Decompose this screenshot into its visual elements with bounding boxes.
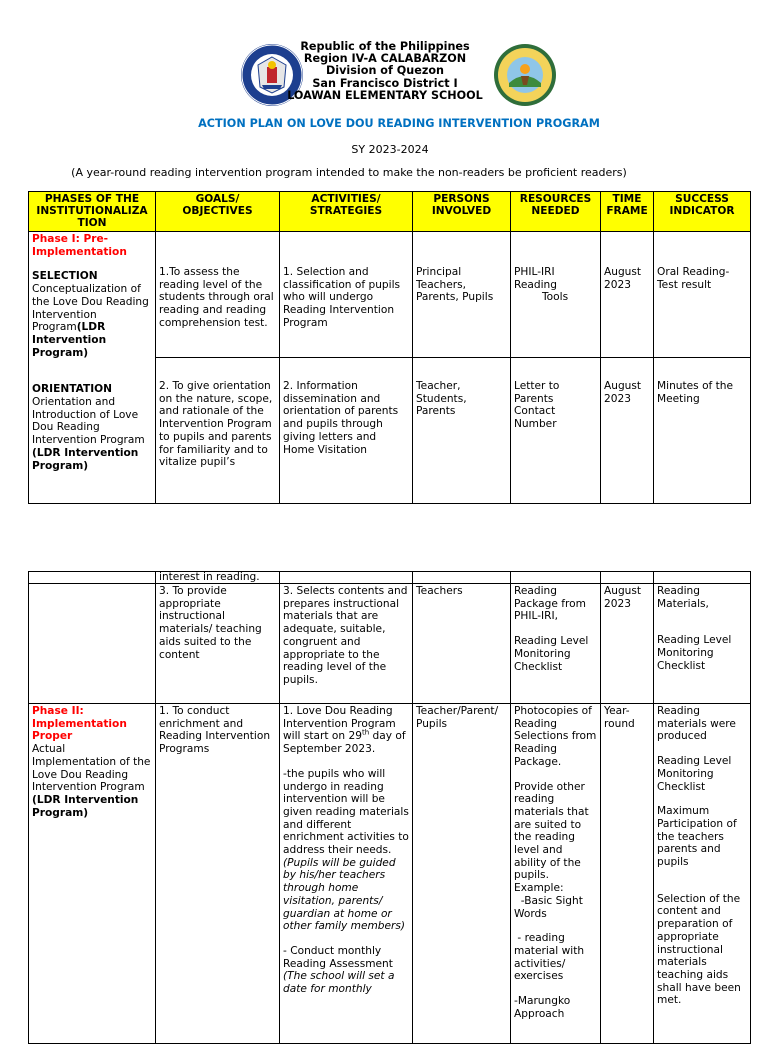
persons-cell: Teachers (413, 584, 511, 704)
phase-cell (29, 572, 156, 584)
success-cell: Oral Reading- Test result (654, 232, 751, 358)
success-text: Reading Level Monitoring Checklist (657, 755, 732, 793)
resources-text: Photocopies of Reading Selections from Reading Package. (514, 705, 597, 768)
activity-cell: 1. Selection and classification of pupils who will undergo Reading Intervention Program (280, 232, 413, 358)
orientation-text: Orientation and Introduction of Love Dou Reading Intervention Program (32, 396, 145, 447)
success-text: Reading materials were produced (657, 705, 736, 743)
letterhead-line: LOAWAN ELEMENTARY SCHOOL (287, 88, 483, 102)
success-text: Reading Level Monitoring Checklist (657, 634, 732, 672)
resources-cell (511, 232, 601, 358)
col-header-persons: PERSONS INVOLVED (413, 192, 511, 232)
resources-text: Reading Level Monitoring Checklist (514, 635, 589, 673)
phase1-cell (29, 232, 156, 504)
persons-cell: Teacher, Students, Parents (413, 358, 511, 504)
phase2-label: Phase II: Implementation Proper (32, 705, 127, 743)
activity-text: - Conduct monthly Reading Assessment (283, 944, 393, 970)
persons-cell: Principal Teachers, Parents, Pupils (413, 232, 511, 358)
goal-cell: 1. To conduct enrichment and Reading Intervention Programs (156, 704, 280, 1044)
phase2-text: Actual Implementation of the Love Dou Reading Intervention Program (32, 743, 151, 794)
letterhead-line: Republic of the Philippines (300, 40, 470, 53)
goal-cell: interest in reading. (156, 572, 280, 584)
activity-note: (Pupils will be guided by his/her teachers through home visitation, parents/ guardian at home or other family members) (283, 856, 406, 933)
document-title: ACTION PLAN ON LOVE DOU READING INTERVENTION PROGRAM (198, 117, 600, 130)
action-plan-table-continued (28, 571, 751, 1044)
school-year: SY 2023-2024 (351, 143, 429, 156)
goal-cell: 1.To assess the reading level of the students through oral reading and reading comprehension test. (156, 232, 280, 358)
table-row (29, 704, 751, 1044)
phase2-ldr: (LDR Intervention Program) (32, 793, 139, 819)
ordinal-suffix: th (361, 728, 370, 737)
orientation-title: ORIENTATION (32, 383, 113, 396)
resources-text: Example: (514, 882, 564, 895)
col-header-activities: ACTIVITIES/ STRATEGIES (280, 192, 413, 232)
col-header-resources: RESOURCES NEEDED (511, 192, 601, 232)
phase1-label: Phase I: Pre- Implementation (32, 233, 127, 258)
selection-title: SELECTION (32, 270, 98, 283)
success-cell (654, 584, 751, 704)
time-cell: Year- round (601, 704, 654, 1044)
success-cell: Minutes of the Meeting (654, 358, 751, 504)
time-cell: August 2023 (601, 584, 654, 704)
resources-text: Reading Package from PHIL-IRI, (514, 585, 586, 623)
selection-text: Conceptualization of the Love Dou Reading Intervention Program (32, 283, 149, 334)
action-plan-table (28, 191, 751, 504)
col-header-time: TIME FRAME (601, 192, 654, 232)
resources-text: Provide other reading materials that are suited to the reading level and ability of the pupils. (514, 780, 589, 882)
program-purpose: (A year-round reading intervention program intended to make the non-readers be proficient readers) (71, 166, 627, 179)
resources-cell: Letter to Parents Contact Number (511, 358, 601, 504)
success-text: Reading Materials, (657, 585, 709, 610)
resources-cell (511, 584, 601, 704)
goal-cell: 3. To provide appropriate instructional materials/ teaching aids suited to the content (156, 584, 280, 704)
success-text: Maximum Participation of the teachers parents and pupils (657, 805, 737, 869)
phase2-cell (29, 704, 156, 1044)
time-cell: August 2023 (601, 232, 654, 358)
table-row (29, 232, 751, 358)
table-row (29, 584, 751, 704)
time-cell: August 2023 (601, 358, 654, 504)
resources-text: Tools (542, 291, 569, 304)
table-row (29, 572, 751, 584)
col-header-goals: GOALS/ OBJECTIVES (156, 192, 280, 232)
activity-note: (The school will set a date for monthly (283, 970, 395, 996)
success-cell (654, 704, 751, 1044)
col-header-phases: PHASES OF THE INSTITUTIONALIZA TION (29, 192, 156, 232)
resources-text: PHIL-IRI Reading (514, 266, 558, 291)
success-text: Selection of the content and preparation of appropriate instructional materials teaching aids shall have been met. (657, 892, 741, 1007)
activity-text: 1. Love Dou Reading Intervention Program will start on 29 (283, 705, 396, 743)
letterhead (250, 41, 520, 102)
resources-text: - reading material with activities/ exercises (514, 932, 588, 983)
resources-cell (511, 704, 601, 1044)
letterhead-line: San Francisco District I (312, 76, 458, 90)
letterhead-line: Division of Quezon (326, 64, 444, 78)
col-header-success: SUCCESS INDICATOR (654, 192, 751, 232)
orientation-ldr: (LDR Intervention Program) (32, 446, 139, 472)
persons-cell: Teacher/Parent/ Pupils (413, 704, 511, 1044)
activity-text: -the pupils who will undergo in reading intervention will be given reading materials and different enrichment activities to address their needs. (283, 767, 409, 857)
activity-cell: 2. Information dissemination and orientation of parents and pupils through giving letters and Home Visitation (280, 358, 413, 504)
resources-text: -Basic Sight Words (514, 894, 587, 920)
activity-cell (280, 704, 413, 1044)
resources-text: -Marungko Approach (514, 995, 571, 1020)
activity-text: day of September 2023. (283, 730, 406, 756)
activity-cell: 3. Selects contents and prepares instructional materials that are adequate, suitable, congruent and appropriate to the reading level of the pupils. (280, 584, 413, 704)
letterhead-line: Region IV-A CALABARZON (303, 52, 467, 66)
goal-cell: 2. To give orientation on the nature, scope, and rationale of the Intervention Program to pupils and parents for familiarity and to vitalize pupil’s (156, 358, 280, 504)
phase-cell (29, 584, 156, 704)
selection-ldr: (LDR Intervention Program) (32, 321, 107, 359)
